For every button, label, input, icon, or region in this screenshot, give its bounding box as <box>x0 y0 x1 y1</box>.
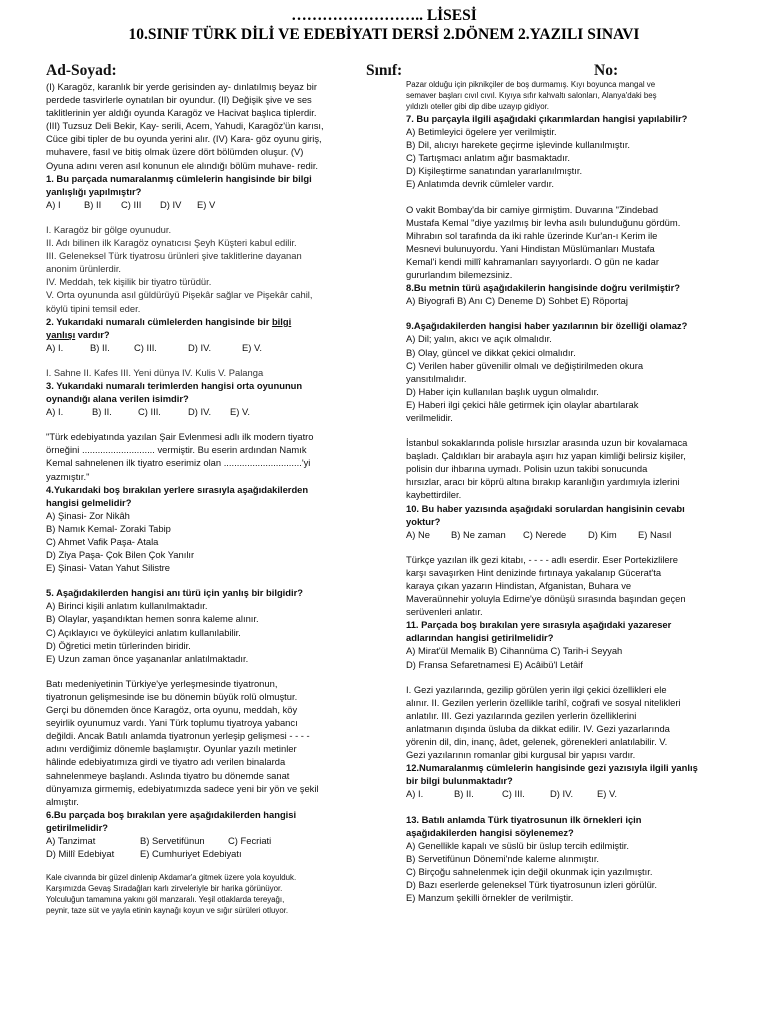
passage-sair-evlenmesi <box>46 430 364 482</box>
option-e[interactable]: E) Şinasi- Vatan Yahut Silistre <box>46 562 171 574</box>
option-a[interactable]: A) Ne <box>406 528 430 540</box>
passage-line: değildi. Ancak Batılı anlamda tiyatronun yerleşip gelişmesi - - - - <box>46 730 310 742</box>
question-1: 1. Bu parçada numaralanmış cümlelerin hangisinde bir bilgi <box>46 172 312 184</box>
passage-line: Kemal sahnelenen ilk tiyatro eserimiz olan ..............................'yi <box>46 457 311 469</box>
passage-bati-medeniyeti <box>46 677 364 808</box>
passage-line: muhavere, fasıl ve bitiş olmak üzere dört bölümden oluşur. (V) <box>46 146 304 158</box>
option-c-cont[interactable]: yansıtılmalıdır. <box>406 372 467 384</box>
question-10-options <box>406 528 724 541</box>
school-title: …………………….. LİSESİ <box>291 7 477 24</box>
number-label: No: <box>594 62 619 79</box>
question-1-cont: yanlışlığı yapılmıştır? <box>46 185 142 197</box>
option-e[interactable]: E) V <box>197 198 216 210</box>
option-c[interactable]: C) Açıklayıcı ve öyküleyici anlatım kullanılabilir. <box>46 626 241 638</box>
question-13: 13. Batılı anlamda Türk tiyatrosunun ilk örnekleri için <box>406 813 642 825</box>
passage-gezi-kitabi <box>406 553 724 618</box>
option-d[interactable]: D) IV. <box>188 341 212 353</box>
question-11-cont: adlarından hangisi getirilmelidir? <box>406 632 554 644</box>
question-2 <box>46 315 364 328</box>
passage-line: Pazar olduğu için piknikçiler de boş durmamış. Kıyı boyunca mangal ve <box>406 80 656 89</box>
passage-line: (III) Tuzsuz Deli Bekir, Kay- serili, Acem, Yahudi, Karagöz'ün karısı, <box>46 120 324 132</box>
question-3: 3. Yukarıdaki numaralı terimlerden hangisi orta oyununun <box>46 379 303 391</box>
option-d[interactable]: D) Millî Edebiyat <box>46 848 115 860</box>
option-e[interactable]: E) Uzun zaman önce yaşananlar anlatılmaktadır. <box>46 652 249 664</box>
passage-line: Batı medeniyetinin Türkiye'ye yerleşmesinde tiyatronun, <box>46 677 278 689</box>
passage-line: Mihrabın sol tarafında da iki rahle üzerinde Kur'an-ı Kerim ile <box>406 229 658 241</box>
question-6-options-row-1 <box>46 834 364 847</box>
question-2-text-end: vardır? <box>75 328 110 340</box>
option-d[interactable]: D) Haber için kullanılan başlık uygun olmalıdır. <box>406 385 599 397</box>
question-3-cont: oynandığı alana verilen isimdir? <box>46 393 189 405</box>
option-e[interactable]: E) Haberi ilgi çekici hâle getirmek için olaylar abartılarak <box>406 398 639 410</box>
statement-line: III. Geleneksel Türk tiyatrosu ürünleri şive taklitlerine dayanan <box>46 250 302 262</box>
class-label: Sınıf: <box>366 62 403 79</box>
exam-title: 10.SINIF TÜRK DİLİ VE EDEBİYATI DERSİ 2.DÖNEM 2.YAZILI SINAVI <box>128 26 640 43</box>
option-b[interactable]: B) Ne zaman <box>451 528 506 540</box>
passage-line: yazmıştır." <box>46 470 90 482</box>
passage-line: gururlandım bilemezsiniz. <box>406 269 513 281</box>
statement-line: IV. Meddah, tek kişilik bir tiyatro türüdür. <box>46 276 212 288</box>
passage-akdamar <box>46 872 364 916</box>
option-b[interactable]: B) II. <box>454 788 474 800</box>
option-c[interactable]: C) III. <box>502 788 525 800</box>
option-b[interactable]: B) Servetifünun Dönemi'nde kaleme alınmıştır. <box>406 852 600 864</box>
options-row-2[interactable]: D) Fransa Sefaretnamesi E) Acâibü'l Letâif <box>406 658 583 670</box>
passage-line: yörenin dil, din, inanç, âdet, gelenek, görenekleri anlatılabilir. V. <box>406 736 668 748</box>
passage-line: başladı. Çaldıkları bir arabayla aşırı hız yapan kimliği belirsiz kişiler, <box>406 450 686 462</box>
passage-line: sahnelenmeye başlandı. Aslında tiyatro bu dönemde sanat <box>46 769 290 781</box>
option-a[interactable]: A) Birinci kişili anlatım kullanılmaktadır. <box>46 600 208 612</box>
passage-line: Gerçi bu dönemden önce Karagöz, orta oyunu, meddah, köy <box>46 704 298 716</box>
option-b[interactable]: B) Servetifünun <box>140 834 205 846</box>
statements-list-2 <box>46 223 364 315</box>
terms-list-3: I. Sahne II. Kafes III. Yeni dünya IV. Kulis V. Palanga <box>46 366 264 378</box>
passage-line: tiyatronun gelişmesinde ise bu dönemin büyük rolü olmuştur. <box>46 690 298 702</box>
passage-istanbul <box>406 436 724 501</box>
statement-line: II. Adı bilinen ilk Karagöz oynatıcısı Şeyh Küşteri kabul edilir. <box>46 237 297 249</box>
question-10: 10. Bu haber yazısında aşağıdaki sorulardan hangisinin cevabı <box>406 502 685 514</box>
option-c[interactable]: C) III. <box>134 341 157 353</box>
question-4: 4.Yukarıdaki boş bırakılan yerlere sırasıyla aşağıdakilerden <box>46 483 309 495</box>
question-7-options <box>406 125 724 190</box>
option-e[interactable]: E) V. <box>242 341 262 353</box>
option-c[interactable]: C) III. <box>138 406 161 418</box>
passage-akdamar-cont <box>406 79 724 112</box>
question-8-options[interactable]: A) Biyografi B) Anı C) Deneme D) Sohbet E) Röportaj <box>406 295 628 307</box>
question-13-options <box>406 839 724 904</box>
passage-line: hırsızlar, aracı bir köprü altına bırakıp karanlığın yardımıyla izlerini <box>406 476 680 488</box>
question-5-options <box>46 599 364 664</box>
passage-line: seyirlik oyunumuz vardı. Yani Türk toplumu tiyatroya yabancı <box>46 717 298 729</box>
question-10-cont: yoktur? <box>406 515 441 527</box>
option-b[interactable]: B) II. <box>92 406 112 418</box>
passage-line: Türkçe yazılan ilk gezi kitabı, - - - - adlı eserdir. Eser Portekizlilere <box>406 553 678 565</box>
option-e[interactable]: E) Cumhuriyet Edebiyatı <box>140 848 242 860</box>
question-7: 7. Bu parçayla ilgili aşağıdaki çıkarımlardan hangisi yapılabilir? <box>406 113 688 124</box>
passage-gezi-yazilari <box>406 683 724 762</box>
option-e[interactable]: E) Manzum şekilli örnekler de verilmiştir. <box>406 892 574 904</box>
option-b[interactable]: B) Dil, alıcıyı harekete geçirme işlevinde kullanılmıştır. <box>406 139 631 151</box>
passage-line: "Türk edebiyatında yazılan Şair Evlenmesi adlı ilk modern tiyatro <box>46 431 314 443</box>
option-c[interactable]: C) Verilen haber güvenilir olmalı ve değiştirilmeden okura <box>406 359 644 371</box>
option-c[interactable]: C) Tartışmacı anlatım ağır basmaktadır. <box>406 152 570 164</box>
option-d[interactable]: D) IV <box>160 198 182 210</box>
question-12-options <box>406 787 724 800</box>
option-d[interactable]: D) Kim <box>588 528 617 540</box>
statement-line: köylü tipini temsil eder. <box>46 302 141 314</box>
passage-line: karşı savaşırken Hint denizinde fırtınaya yakalanıp Gücerat'ta <box>406 566 662 578</box>
statement-line: I. Karagöz bir gölge oyunudur. <box>46 223 172 235</box>
passage-line: Mesnevi bulunuyordu. Yani Hindistan Müslümanları Mustafa <box>406 242 655 254</box>
option-b[interactable]: B) Namık Kemal- Zoraki Tabip <box>46 522 171 534</box>
options-row-1[interactable]: A) Mirat'ül Memalik B) Cihannüma C) Tarih-i Seyyah <box>406 645 623 657</box>
passage-line: Mustafa Kemal "diye yazılmış bir levha asılı bulunduğunu gördüm. <box>406 216 681 228</box>
question-6: 6.Bu parçada boş bırakılan yere aşağıdakilerden hangisi <box>46 808 297 820</box>
question-2-underlined: bilgi <box>271 315 292 327</box>
option-c[interactable]: C) Birçoğu sahnelenmek için değil okunmak için yazılmıştır. <box>406 865 653 877</box>
option-b[interactable]: B) II. <box>90 341 110 353</box>
option-d[interactable]: D) Bazı eserlerde geleneksel Türk tiyatrosunun izleri görülür. <box>406 878 657 890</box>
option-c[interactable]: C) Fecriati <box>228 834 272 846</box>
passage-line: perdede tasvirlerle oynatılan bir oyundur. (II) Değişik şive ve ses <box>46 94 312 106</box>
option-b[interactable]: B) Olay, güncel ve dikkat çekici olmalıdır. <box>406 346 576 358</box>
question-2-options <box>46 341 364 354</box>
passage-line: örneğini ............................ vermiştir. Bu eserin ardından Namık <box>46 444 307 456</box>
passage-line: karaya çıkan yazarın Hindistan, Afganistan, Buhara ve <box>406 580 632 591</box>
passage-line: adını verdiğimiz dönemle başlamıştır. Oyunlar yazılı metinler <box>46 743 297 755</box>
option-c[interactable]: C) Ahmet Vafik Paşa- Atala <box>46 536 159 547</box>
option-d[interactable]: D) IV. <box>550 788 574 800</box>
passage-line: I. Gezi yazılarında, gezilip görülen yerin ilgi çekici özellikleri ele <box>406 683 667 695</box>
question-13-cont: aşağıdakilerden hangisi söylenemez? <box>406 826 574 838</box>
question-11: 11. Parçada boş bırakılan yere sırasıyla aşağıdaki yazareser <box>406 619 672 631</box>
name-label: Ad-Soyad: <box>46 62 117 79</box>
option-e[interactable]: E) V. <box>597 788 617 800</box>
option-e-cont[interactable]: verilmelidir. <box>406 411 453 423</box>
question-2-text: 2. Yukarıdaki numaralı cümlelerden hangisinde bir <box>46 315 272 327</box>
statement-line: anonim ürünlerdir. <box>46 263 122 275</box>
passage-line: serüvenleri anlatır. <box>406 606 483 618</box>
option-a[interactable]: A) Dil; yalın, akıcı ve açık olmalıdır. <box>406 333 552 345</box>
question-1-options <box>46 198 364 211</box>
option-e[interactable]: E) Nasıl <box>638 528 672 540</box>
option-a[interactable]: A) Tanzimat <box>46 834 96 846</box>
option-c[interactable]: C) Nerede <box>523 528 567 540</box>
option-a[interactable]: A) I. <box>406 788 424 800</box>
option-a[interactable]: A) Betimleyici ögelere yer verilmiştir. <box>406 126 557 138</box>
option-a[interactable]: A) I <box>46 198 61 210</box>
statement-line: V. Orta oyununda asıl güldürüyü Pişekâr sağlar ve Pişekâr cahil, <box>46 289 313 301</box>
question-6-options-row-2 <box>46 847 364 860</box>
passage-line: İstanbul sokaklarında polisle hırsızlar arasında uzun bir kovalamaca <box>406 437 688 449</box>
question-9: 9.Aşağıdakilerden hangisi haber yazılarının bir özelliği olamaz? <box>406 320 688 332</box>
passage-line: Kale civarında bir güzel dinlenip Akdamar'a gitmek üzere yola koyulduk. <box>46 873 297 883</box>
question-5: 5. Aşağıdakilerden hangisi anı türü için yanlış bir bilgidir? <box>46 587 303 599</box>
passage-line: polisin dur ihbarına uymadı. Polisin uzun takibi sonucunda <box>406 463 648 475</box>
option-a[interactable]: A) I. <box>46 406 64 418</box>
passage-line: Kemal'i kendi millî kahramanları sayıyorlardı. O gün ne kadar <box>406 255 659 267</box>
left-column <box>46 80 364 916</box>
question-11-options <box>406 644 724 670</box>
passage-line: peynir, taze süt ve yayla etinin kaynağı koyun ve sığır sürüleri otluyor. <box>46 906 289 916</box>
passage-karagoz <box>46 80 364 172</box>
option-d[interactable]: D) Ziya Paşa- Çok Bilen Çok Yanılır <box>46 549 195 561</box>
question-12-cont: bir bilgi bulunmaktadır? <box>406 775 513 787</box>
passage-line: Yolculuğun tamamına yakını göl manzaralı. Yeşil otlaklarda tereyağı, <box>46 895 285 905</box>
passage-line: semaver başları cıvıl cıvıl. Kıyıya sıfır kahvaltı salonları, Alanya'daki beş <box>406 91 657 100</box>
passage-line: kaybettirdiler. <box>406 489 462 501</box>
passage-line: Oyuna adını veren asıl konunun ele alındığı bölüm muhave- redir. <box>46 159 319 171</box>
question-4-options <box>46 509 364 574</box>
passage-line: alınır. II. Gezilen yerlerin özellikle tarihî, coğrafi ve sosyal nitelikleri <box>406 696 681 708</box>
passage-bombay <box>406 203 724 282</box>
question-6-cont: getirilmelidir? <box>46 821 108 833</box>
question-12: 12.Numaralanmış cümlelerin hangisinde gezi yazısıyla ilgili yanlış <box>406 762 698 774</box>
option-e[interactable]: E) Anlatımda devrik cümleler vardır. <box>406 178 554 190</box>
question-2-cont <box>46 328 364 341</box>
passage-line: taklitlerinin yer aldığı oyunda Karagöz ve Hacivat başlıca tiplerdir. <box>46 107 317 119</box>
passage-line: yıldızlı oteller gibi dip dibe uzayıp gidiyor. <box>406 102 549 111</box>
exam-header <box>0 6 768 44</box>
passage-line: Gezi yazılarının romanlar gibi kurgusal bir yapısı vardır. <box>406 749 636 761</box>
option-a[interactable]: A) Şinasi- Zor Nikâh <box>46 509 130 521</box>
passage-line: (I) Karagöz, karanlık bir yerde gerisinden ay- dınlatılmış beyaz bir <box>46 81 317 92</box>
passage-line: Cüce gibi tipler de bu oyunda yerini alır. (IV) Kara- göz oyunu giriş, <box>46 133 322 145</box>
question-2-underlined-2: yanlışı <box>46 328 76 340</box>
question-3-options <box>46 405 364 418</box>
option-a[interactable]: A) Genellikle kapalı ve süslü bir üslup tercih edilmiştir. <box>406 839 630 851</box>
question-4-cont: hangisi gelmelidir? <box>46 496 132 508</box>
option-c[interactable]: C) III <box>121 198 142 210</box>
passage-line: Karşımızda Gevaş Sıradağları karlı zirveleriyle bir harika görünüyor. <box>46 884 283 894</box>
option-d[interactable]: D) IV. <box>188 406 212 418</box>
question-9-options <box>406 332 724 424</box>
passage-line: anlatmanın dışında üsluba da dikkat edilir. IV. Gezi yazarlarında <box>406 722 670 734</box>
option-b[interactable]: B) Olaylar, yaşandıktan hemen sonra kaleme alınır. <box>46 613 259 625</box>
passage-line: anlatılır. III. Gezi yazılarında gezilen yerlerin özelliklerini <box>406 709 637 721</box>
passage-line: Maveraünnehir yoluyla Edirne'ye dönüşü sırasında başından geçen <box>406 593 686 605</box>
question-8: 8.Bu metnin türü aşağıdakilerin hangisinde doğru verilmiştir? <box>406 282 681 294</box>
passage-line: dünyamıza girmemiş, edebiyatımızda sadece yeni bir yön ve şekil <box>46 782 319 794</box>
option-a[interactable]: A) I. <box>46 341 64 353</box>
option-d[interactable]: D) Öğretici metin türlerinden biridir. <box>46 639 191 651</box>
option-b[interactable]: B) II <box>84 198 102 210</box>
passage-line: O vakit Bombay'da bir camiye girmiştim. Duvarına "Zindebad <box>406 203 659 215</box>
passage-line: almıştır. <box>46 795 79 807</box>
right-column <box>406 79 724 904</box>
option-d[interactable]: D) Kişileştirme sanatından yararlanılmıştır. <box>406 165 583 177</box>
passage-line: hâlinde edebiyatımıza girdi ve tiyatro adı verilen binalarda <box>46 756 286 768</box>
option-e[interactable]: E) V. <box>230 406 250 418</box>
